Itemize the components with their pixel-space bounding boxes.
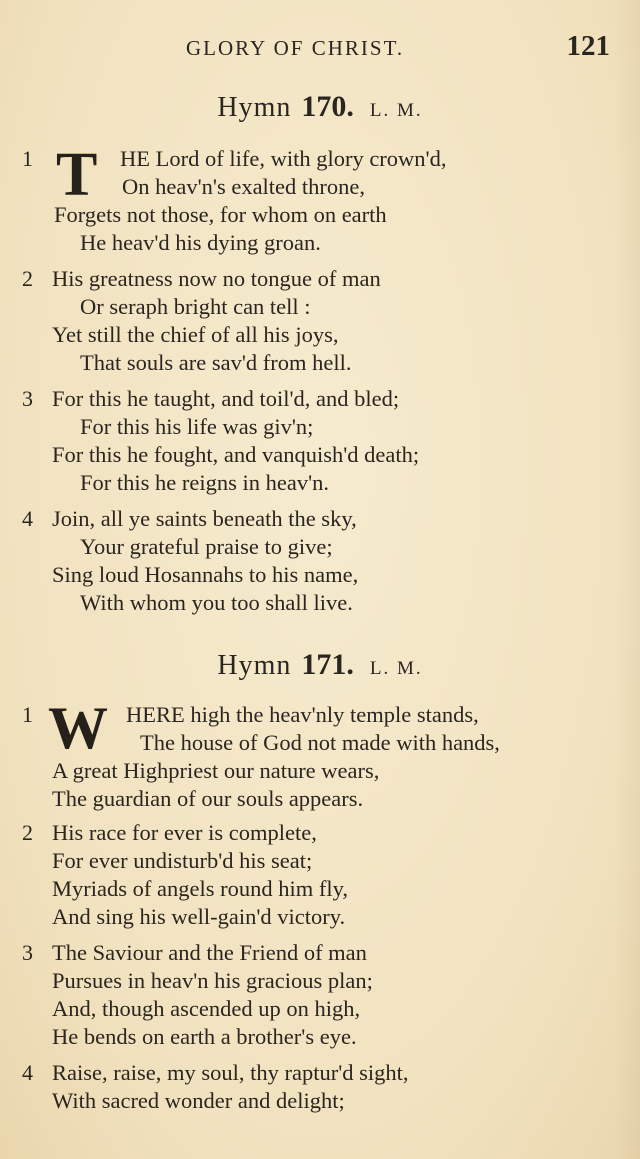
running-head: GLORY OF CHRIST. xyxy=(186,36,405,60)
verse-line: HE Lord of life, with glory crown'd, xyxy=(120,146,447,171)
verse-line: For ever undisturb'd his seat; xyxy=(52,848,313,873)
hymn-number: 171. xyxy=(301,648,354,681)
verse-line: His greatness now no tongue of man xyxy=(52,266,381,291)
drop-cap: T xyxy=(56,141,98,209)
verse-line: Yet still the chief of all his joys, xyxy=(52,322,339,347)
verse-line: For this he fought, and vanquish'd death; xyxy=(52,442,420,467)
verse-line: The Saviour and the Friend of man xyxy=(52,940,367,965)
verse-line: Join, all ye saints beneath the sky, xyxy=(52,506,357,531)
hymn-word: Hymn xyxy=(217,650,292,681)
verse-line: Myriads of angels round him fly, xyxy=(52,876,348,901)
verse-number: 2 xyxy=(22,820,33,845)
hymn-heading xyxy=(0,90,640,124)
verse-number: 4 xyxy=(22,506,33,531)
verse-number: 3 xyxy=(22,940,33,965)
hymn-number: 170. xyxy=(301,90,354,123)
verse-line: Pursues in heav'n his gracious plan; xyxy=(52,968,373,993)
verse-line: Raise, raise, my soul, thy raptur'd sight, xyxy=(52,1060,409,1085)
verse-line: On heav'n's exalted throne, xyxy=(122,174,366,199)
verse-number: 1 xyxy=(22,146,33,171)
verse-line: The guardian of our souls appears. xyxy=(52,786,364,811)
page-edge-shadow xyxy=(614,0,640,1159)
page-number: 121 xyxy=(566,30,610,62)
verse-line: He heav'd his dying groan. xyxy=(80,230,321,255)
verse-number: 3 xyxy=(22,386,33,411)
verse-line: Or seraph bright can tell : xyxy=(80,294,311,319)
verse-line: And, though ascended up on high, xyxy=(52,996,361,1021)
verse-number: 4 xyxy=(22,1060,33,1085)
verse-line: That souls are sav'd from hell. xyxy=(80,350,352,375)
verse-line: For this his life was giv'n; xyxy=(80,414,314,439)
hymn-word: Hymn xyxy=(217,92,292,123)
verse-number: 1 xyxy=(22,702,33,727)
verse-line: Your grateful praise to give; xyxy=(80,534,333,559)
hymn-heading xyxy=(0,648,640,682)
verse-line: Sing loud Hosannahs to his name, xyxy=(52,562,359,587)
verse-line: And sing his well-gain'd victory. xyxy=(52,904,346,929)
verse-line: A great Highpriest our nature wears, xyxy=(52,758,380,783)
verse-line: His race for ever is complete, xyxy=(52,820,317,845)
verse-line: For this he reigns in heav'n. xyxy=(80,470,330,495)
verse-line: With whom you too shall live. xyxy=(80,590,353,615)
verse-line: HERE high the heav'nly temple stands, xyxy=(126,702,479,727)
drop-cap: W xyxy=(48,695,108,761)
verse-line: For this he taught, and toil'd, and bled; xyxy=(52,386,400,411)
verse-line: Forgets not those, for whom on earth xyxy=(54,202,387,227)
verse-line: The house of God not made with hands, xyxy=(140,730,500,755)
verse-number: 2 xyxy=(22,266,33,291)
verse-line: He bends on earth a brother's eye. xyxy=(52,1024,357,1049)
verse-line: With sacred wonder and delight; xyxy=(52,1088,345,1113)
hymn-meter: L. M. xyxy=(369,658,423,679)
hymn-meter: L. M. xyxy=(369,100,423,121)
